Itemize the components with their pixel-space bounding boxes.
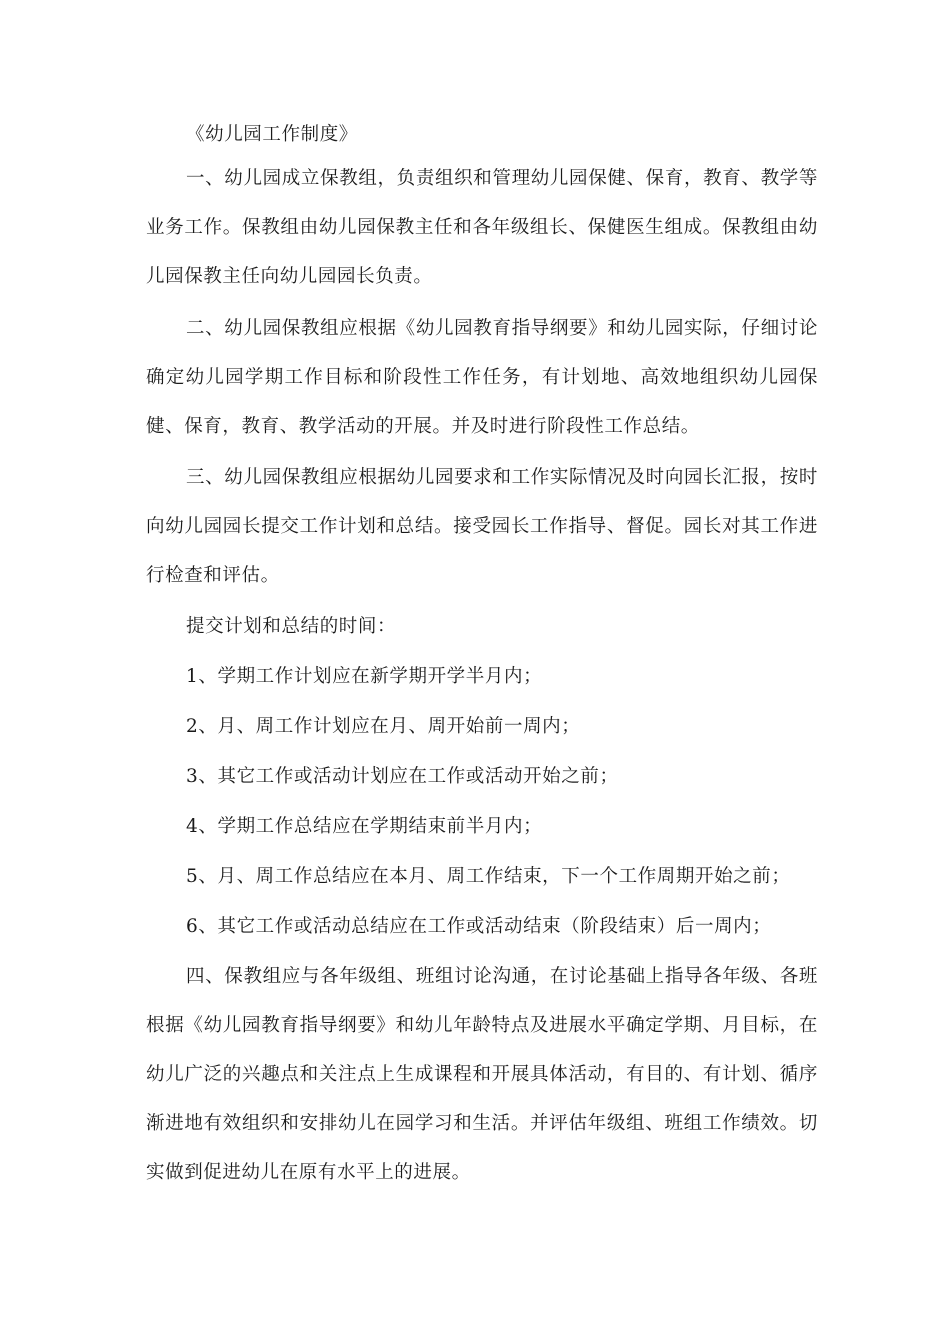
paragraph-4: 四、保教组应与各年级组、班组讨论沟通，在讨论基础上指导各年级、各班根据《幼儿园教育指导纲要》和幼儿年龄特点及进展水平确定学期、月目标，在幼儿广泛的兴趣点和关注点上生成课程和开展具体活动，有目的、有计划、循序渐进地有效组织和安排幼儿在园学习和生活。并评估年级组、班组工作绩效。切实做到促进幼儿在原有水平上的进展。 — [146, 966, 818, 1183]
submission-time-heading: 提交计划和总结的时间： — [186, 616, 397, 637]
list-item: 1、学期工作计划应在新学期开学半月内； — [186, 666, 543, 687]
list-item: 2、月、周工作计划应在月、周开始前一周内； — [186, 716, 581, 737]
list-item: 6、其它工作或活动总结应在工作或活动结束（阶段结束）后一周内； — [186, 916, 772, 937]
list-item: 4、学期工作总结应在学期结束前半月内； — [186, 816, 543, 837]
document-title: 《幼儿园工作制度》 — [186, 124, 358, 145]
paragraph-3: 三、幼儿园保教组应根据幼儿园要求和工作实际情况及时向园长汇报，按时向幼儿园园长提交工作计划和总结。接受园长工作指导、督促。园长对其工作进行检查和评估。 — [146, 467, 818, 586]
paragraph-1: 一、幼儿园成立保教组，负责组织和管理幼儿园保健、保育，教育、教学等业务工作。保教组由幼儿园保教主任和各年级组长、保健医生组成。保教组由幼儿园保教主任向幼儿园园长负责。 — [146, 168, 818, 287]
list-item: 3、其它工作或活动计划应在工作或活动开始之前； — [186, 766, 619, 787]
list-item: 5、月、周工作总结应在本月、周工作结束，下一个工作周期开始之前； — [186, 866, 791, 887]
paragraph-2: 二、幼儿园保教组应根据《幼儿园教育指导纲要》和幼儿园实际，仔细讨论确定幼儿园学期工作目标和阶段性工作任务，有计划地、高效地组织幼儿园保健、保育，教育、教学活动的开展。并及时进行阶段性工作总结。 — [146, 318, 818, 437]
